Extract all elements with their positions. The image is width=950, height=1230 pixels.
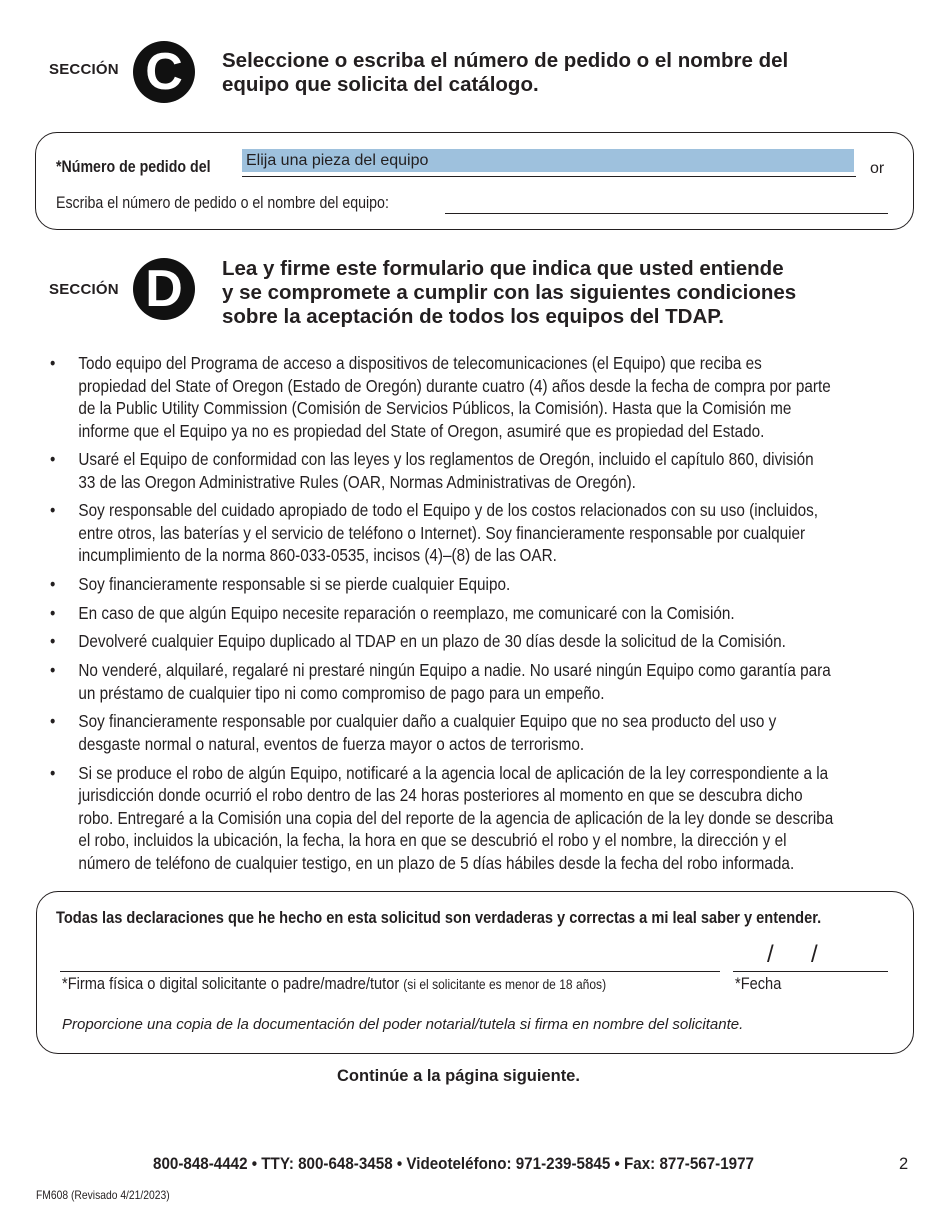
condition-text-line: entre otros, las baterías y el servicio de teléfono o Internet). Soy financieramente responsable por cualquier: [78, 522, 806, 543]
section-c-heading-line: equipo que solicita del catálogo.: [222, 73, 539, 96]
condition-text-line: un préstamo de cualquier tipo ni como compromiso de pago para un empeño.: [78, 682, 605, 703]
or-text: or: [870, 160, 885, 177]
section-d-heading-line: y se compromete a cumplir con las siguientes condiciones: [222, 281, 797, 304]
condition-text-line: Soy responsable del cuidado apropiado de todo el Equipo y de los costos relacionados con su uso (incluidos,: [78, 500, 818, 521]
declaration-text: Todas las declaraciones que he hecho en esta solicitud son verdaderas y correctas a mi leal saber y entender.: [56, 908, 822, 927]
section-d-heading: [222, 257, 796, 329]
condition-text-line: jurisdicción donde ocurrió el robo dentro de las 24 horas posteriores al momento en que se descubra dicho: [78, 785, 803, 805]
section-d-label: SECCIÓN: [49, 281, 119, 298]
section-d-badge: D: [133, 258, 195, 320]
bullet-dot: •: [50, 631, 56, 652]
condition-item: [50, 602, 910, 625]
bullet-dot: •: [50, 500, 56, 521]
order-box: [35, 132, 914, 230]
condition-text-line: incumplimiento de la norma 860-033-0535, incisos (4)–(8) de las OAR.: [78, 545, 557, 566]
condition-text-line: Soy financieramente responsable por cualquier daño a cualquier Equipo que no sea producto del uso y: [78, 711, 777, 732]
bullet-dot: •: [50, 449, 56, 470]
condition-item: [50, 499, 910, 567]
write-equipment-label: Escriba el número de pedido o el nombre del equipo:: [56, 194, 389, 212]
equipment-dropdown[interactable]: Elija una pieza del equipo: [242, 149, 854, 172]
bullet-dot: •: [50, 660, 56, 681]
condition-text-line: Devolveré cualquier Equipo duplicado al TDAP en un plazo de 30 días desde la solicitud de la Comisión.: [78, 631, 786, 652]
date-separator: /: [767, 941, 774, 968]
bullet-dot: •: [50, 711, 56, 732]
condition-text-line: No venderé, alquilaré, regalaré ni prestaré ningún Equipo a nadie. No usaré ningún Equipo como garantía para: [78, 660, 831, 681]
signature-label: [62, 974, 606, 994]
signature-label-text: *Firma física o digital solicitante o padre/madre/tutor: [62, 974, 400, 993]
order-number-label: *Número de pedido del: [56, 158, 211, 176]
section-c-badge: C: [133, 41, 195, 103]
condition-text-line: Soy financieramente responsable si se pierde cualquier Equipo.: [78, 574, 511, 595]
condition-text-line: de la Public Utility Commission (Comisión de Servicios Públicos, la Comisión). Hasta que la Comisión me: [78, 398, 792, 418]
section-c-heading-line: Seleccione o escriba el número de pedido o el nombre del: [222, 49, 789, 72]
poa-note: Proporcione una copia de la documentación del poder notarial/tutela si firma en nombre del solicitante.: [62, 1016, 744, 1033]
section-c-label: SECCIÓN: [49, 61, 119, 78]
continue-text: Continúe a la página siguiente.: [337, 1067, 580, 1085]
condition-item: [50, 659, 910, 704]
bullet-dot: •: [50, 762, 56, 783]
condition-text-line: Si se produce el robo de algún Equipo, notificaré a la agencia local de aplicación de la ley correspondiente a la: [78, 762, 829, 783]
page-number: 2: [899, 1155, 909, 1173]
condition-text-line: desgaste normal o natural, eventos de fuerza mayor o actos de terrorismo.: [78, 733, 585, 754]
contact-info: 800-848-4442 • TTY: 800-648-3458 • Videoteléfono: 971-239-5845 • Fax: 877-567-1977: [153, 1155, 754, 1173]
date-line[interactable]: [733, 971, 888, 972]
condition-item: [50, 573, 910, 596]
condition-item: [50, 448, 910, 493]
signature-line[interactable]: [60, 971, 720, 972]
condition-text-line: el robo, incluidos la ubicación, la fecha, la hora en que se descubrió el robo y el nombre, la dirección y el: [78, 830, 787, 850]
condition-text-line: número de teléfono de cualquier testigo, en un plazo de 5 días hábiles desde la fecha del robo informada.: [78, 852, 795, 873]
condition-item: [50, 762, 910, 875]
bullet-dot: •: [50, 602, 56, 623]
write-equipment-field[interactable]: [445, 192, 888, 214]
signature-note: (si el solicitante es menor de 18 años): [403, 976, 607, 992]
condition-text-line: propiedad del State of Oregon (Estado de Oregón) durante cuatro (4) años desde la fecha de compra por parte: [78, 375, 831, 396]
condition-text-line: robo. Entregaré a la Comisión una copia del del reporte de la agencia de aplicación de la ley donde se describa: [78, 807, 834, 828]
condition-item: [50, 630, 910, 653]
form-id: FM608 (Revisado 4/21/2023): [36, 1188, 170, 1202]
condition-text-line: informe que el Equipo ya no es propiedad del State of Oregon, asumiré que es propiedad del Estado.: [78, 420, 765, 441]
bullet-dot: •: [50, 574, 56, 595]
section-d-heading-line: sobre la aceptación de todos los equipos del TDAP.: [222, 305, 724, 328]
date-label: *Fecha: [735, 974, 782, 993]
condition-text-line: En caso de que algún Equipo necesite reparación o reemplazo, me comunicaré con la Comisión.: [78, 602, 735, 623]
date-separator: /: [811, 941, 818, 968]
condition-item: [50, 710, 910, 755]
condition-text-line: Usaré el Equipo de conformidad con las leyes y los reglamentos de Oregón, incluido el capítulo 860, división: [78, 449, 814, 470]
condition-text-line: Todo equipo del Programa de acceso a dispositivos de telecomunicaciones (el Equipo) que reciba es: [78, 353, 762, 373]
condition-item: [50, 352, 910, 442]
section-d-heading-line: Lea y firme este formulario que indica que usted entiende: [222, 257, 784, 280]
conditions-list: [50, 352, 910, 880]
bullet-dot: •: [50, 353, 56, 373]
dropdown-underline: [242, 176, 856, 177]
section-c-heading: [222, 49, 788, 97]
condition-text-line: 33 de las Oregon Administrative Rules (OAR, Normas Administrativas de Oregón).: [78, 471, 636, 492]
